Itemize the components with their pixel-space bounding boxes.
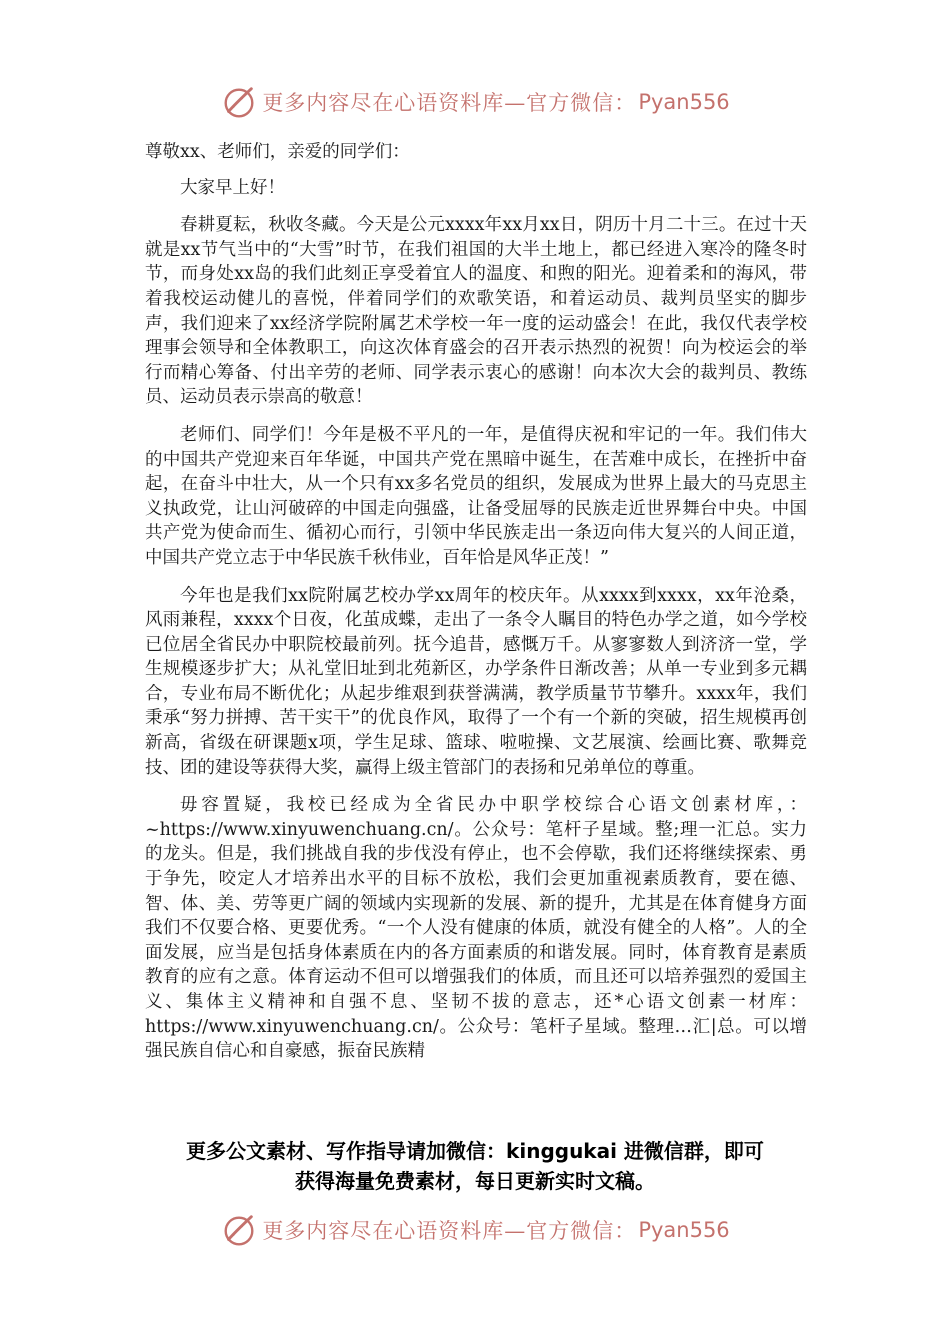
pen-logo-icon [220, 1211, 258, 1249]
paragraph: 春耕夏耘，秋收冬藏。今天是公元xxxx年xx月xx日，阴历十月二十三。在过十天就是xx节气当中的“大雪”时节，在我们祖国的大半土地上，都已经进入寒冷的隆冬时节，而身处xx岛的我们此刻正享受着宜人的温度、和煦的阳光。迎着柔和的海风，带着我校运动健儿的喜悦，伴着同学们的欢歌笑语，和着运动员、裁判员坚实的脚步声，我们迎来了xx经济学院附属艺术学校一年一度的运动盛会！在此，我仅代表学校理事会领导和全体教职工，向这次体育盛会的召开表示热烈的祝贺！向为校运会的举行而精心筹备、付出辛劳的老师、同学表示衷心的感谢！向本次大会的裁判员、教练员、运动员表示崇高的敬意！ [145, 215, 807, 408]
notice-line-1: 更多公文素材、写作指导请加微信：kinggukai 进微信群，即可 [186, 1139, 764, 1163]
notice-line-2: 获得海量免费素材，每日更新实时文稿。 [295, 1169, 655, 1193]
footer-banner-wechat: Pyan556 [638, 1218, 730, 1242]
footer-banner-text: 更多内容尽在心语资料库—官方微信： [262, 1219, 637, 1243]
paragraph: 毋容置疑，我校已经成为全省民办中职学校综合心语文创素材库，：~https://www.xinyuwenchuang.cn/。公众号：笔杆子星域。整;理一汇总。实力的龙头。但是，我们挑战自我的步伐没有停止，也不会停歇，我们还将继续探索、勇于争先，咬定人才培养出水平的目标不放松，我们会更加重视素质教育，要在德、智、体、美、劳等更广阔的领域内实现新的发展、新的提升，尤其是在体育健身方面我们不仅要合格、更要优秀。“一个人没有健康的体质，就没有健全的人格”。人的全面发展，应当是包括身体素质在内的各方面素质的和谐发展。同时，体育教育是素质教育的应有之意。体育运动不但可以增强我们的体质，而且还可以培养强烈的爱国主义、集体主义精神和自强不息、坚韧不拔的意志，还*心语文创素一材库：https://www.xinyuwenchuang.cn/。公众号：笔杆子星域。整理…汇|总。可以增强民族自信心和自豪感，振奋民族精 [145, 795, 807, 1062]
wechat-notice [100, 1136, 850, 1196]
paragraph: 今年也是我们xx院附属艺校办学xx周年的校庆年。从xxxx到xxxx，xx年沧桑，风雨兼程，xxxx个日夜，化茧成蝶，走出了一条令人瞩目的特色办学之道，如今学校已位居全省民办中职院校最前列。抚今追昔，感慨万千。从寥寥数人到济济一堂，学生规模逐步扩大；从礼堂旧址到北苑新区，办学条件日渐改善；从单一专业到多元耦合，专业布局不断优化；从起步维艰到获誉满满，教学质量节节攀升。xxxx年，我们秉承“努力拼搏、苦干实干”的优良作风，取得了一个有一个新的突破，招生规模再创新高，省级在研课题x项，学生足球、篮球、啦啦操、文艺展演、绘画比赛、歌舞竞技、团的建设等获得大奖，赢得上级主管部门的表扬和兄弟单位的尊重。 [145, 585, 807, 778]
document-body [145, 140, 807, 1077]
pen-logo-icon [220, 83, 258, 121]
header-banner [0, 82, 950, 122]
greeting: 大家早上好！ [180, 177, 285, 198]
header-banner-wechat: Pyan556 [638, 90, 730, 114]
footer-banner [0, 1210, 950, 1250]
salutation: 尊敬xx、老师们，亲爱的同学们： [145, 142, 410, 162]
paragraph: 老师们、同学们！今年是极不平凡的一年，是值得庆祝和牢记的一年。我们伟大的中国共产党迎来百年华诞，中国共产党在黑暗中诞生，在苦难中成长，在挫折中奋起，在奋斗中壮大，从一个只有xx多名党员的组织，发展成为世界上最大的马克思主义执政党，让山河破碎的中国走向强盛，让备受屈辱的民族走近世界舞台中央。中国共产党为使命而生、循初心而行，引领中华民族走出一条迈向伟大复兴的人间正道，中国共产党立志于中华民族千秋伟业，百年恰是风华正茂！” [145, 424, 807, 568]
header-banner-text: 更多内容尽在心语资料库—官方微信： [262, 91, 637, 115]
